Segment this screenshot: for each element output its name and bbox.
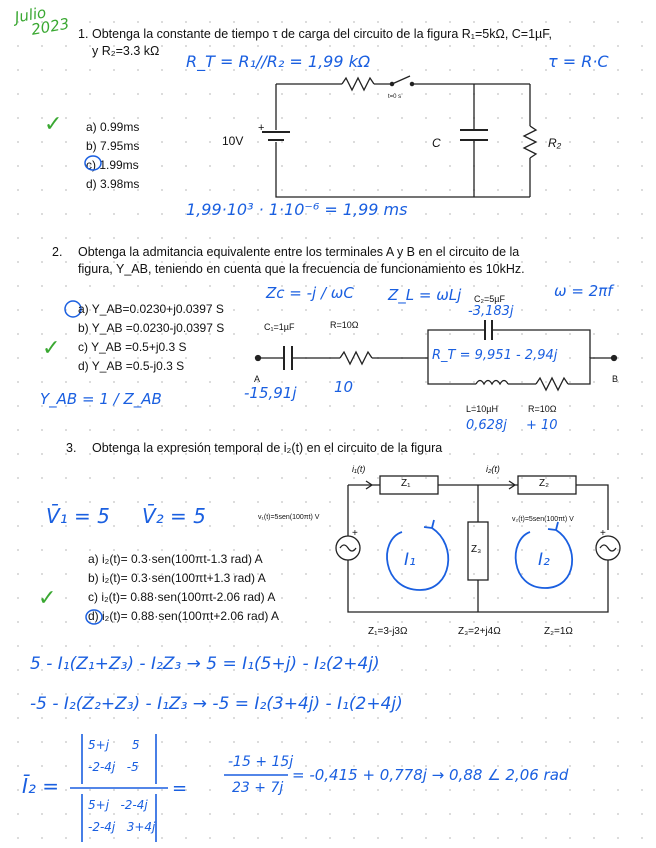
q3-note-v2: V̄₂ = 5 <box>142 504 206 528</box>
q3-note-i2: Ī₂ = <box>22 774 60 798</box>
q2-note-rt: R_T = 9,951 - 2,94j <box>432 348 558 363</box>
q3-v2-label: v₂(t)=5sen(100πt) V <box>512 516 574 523</box>
q2-option-c[interactable]: c) Y_AB =0.5+j0.3 S <box>78 340 187 354</box>
q1-switch <box>392 76 410 84</box>
q3-number: 3. <box>66 441 77 455</box>
q3-note-frac-den: 23 + 7j <box>232 780 284 796</box>
q2-statement <box>78 244 648 278</box>
q3-statement: Obtenga la expresión temporal de i₂(t) en el circuito de la figura <box>92 441 443 455</box>
q2-c1-label: C₁=1µF <box>264 322 295 332</box>
q3-z2-label: Z₂ <box>539 478 549 489</box>
q3-note-eq2: -5 - I₂(Z₂+Z₃) - I₁Z₃ → -5 = I₂(3+4j) - I₁(2+4j) <box>30 694 403 714</box>
q1-option-b[interactable]: b) 7.95ms <box>86 139 140 153</box>
q2-r2-label: R=10Ω <box>528 404 557 414</box>
q3-note-num-row1: 5+j 5 <box>88 738 140 752</box>
q2-options <box>78 300 224 376</box>
q2-check-icon: ✓ <box>42 336 61 361</box>
q2-c2-label: C₂=5µF <box>474 294 505 304</box>
q2-number: 2. <box>52 245 63 259</box>
q1-plus-sign: + <box>258 122 265 134</box>
q2-inductor <box>476 381 508 385</box>
q1-text-line1: Obtenga la constante de tiempo τ de carga del circuito de la figura R₁=5kΩ, C=1µF, <box>92 27 552 41</box>
q3-loop2-label: I₂ <box>538 550 550 570</box>
q2-note-zc: Zc = -j / ωC <box>266 284 354 302</box>
date-note-year: 2023 <box>29 14 71 39</box>
q3-z1-value: Z₁=3-j3Ω <box>368 626 408 637</box>
q2-option-d[interactable]: d) Y_AB =0.5-j0.3 S <box>78 359 185 373</box>
q2-note-omega: ω = 2πf <box>554 282 613 300</box>
q3-loop1-label: I₁ <box>404 550 416 570</box>
q2-b-label: B <box>612 374 619 384</box>
q2-note-c2val: -3,183j <box>468 304 514 319</box>
q3-note-eq1: 5 - I₁(Z₁+Z₃) - I₂Z₃ → 5 = I₁(5+j) - I₂(2+4j) <box>30 654 380 674</box>
q1-check-icon: ✓ <box>44 112 63 137</box>
q3-i1-label: i₁(t) <box>352 464 366 474</box>
q1-option-a[interactable]: a) 0.99ms <box>86 120 140 134</box>
q3-options <box>88 550 279 626</box>
q3-v2-plus: + <box>600 528 606 539</box>
q3-check-icon: ✓ <box>38 586 57 611</box>
date-note <box>14 2 71 41</box>
q1-option-d[interactable]: d) 3.98ms <box>86 177 140 191</box>
q2-l-label: L=10µH <box>466 404 498 414</box>
q1-note-tau: τ = R·C <box>548 52 609 71</box>
q1-r2-resistor <box>524 126 536 158</box>
q3-option-c[interactable]: c) i₂(t)= 0.88·sen(100πt-2.06 rad) A <box>88 590 276 604</box>
q3-source-v1 <box>336 536 360 560</box>
q3-z2-value: Z₂=1Ω <box>544 626 573 637</box>
q2-text-line1: Obtenga la admitancia equivalente entre los terminales A y B en el circuito de la <box>78 245 520 259</box>
q1-note-rt: R_T = R₁//R₂ = 1,99 kΩ <box>186 52 371 71</box>
q3-z3-label: Z₃ <box>471 544 482 555</box>
date-note-month: Julio <box>13 3 48 27</box>
q1-option-c[interactable]: c) 1.99ms <box>86 158 139 172</box>
q1-number: 1. <box>78 27 89 41</box>
q2-note-r2val: + 10 <box>526 418 558 433</box>
q1-r1-resistor <box>342 78 374 90</box>
q1-options <box>86 118 139 194</box>
q2-note-yab: Y_AB = 1 / Z_AB <box>40 390 162 408</box>
q3-z1-label: Z₁ <box>401 478 411 489</box>
q3-option-b[interactable]: b) i₂(t)= 0.3·sen(100πt+1.3 rad) A <box>88 571 266 585</box>
q3-option-a[interactable]: a) i₂(t)= 0.3·sen(100πt-1.3 rad) A <box>88 552 263 566</box>
q1-note-calc: 1,99·10³ · 1·10⁻⁶ = 1,99 ms <box>186 200 408 219</box>
q3-note-num-row2: -2-4j -5 <box>88 760 139 774</box>
q2-note-zl: Z_L = ωLj <box>388 286 462 304</box>
q3-i2-label: i₂(t) <box>486 464 500 474</box>
q2-option-a[interactable]: a) Y_AB=0.0230+j0.0397 S <box>78 302 224 316</box>
q2-text-line2: figura, Y_AB, teniendo en cuenta que la frecuencia de funcionamiento es 10kHz. <box>78 262 525 276</box>
q1-source-label: 10V <box>222 134 244 148</box>
q2-r1-resistor <box>340 352 372 364</box>
q3-note-result: = -0,415 + 0,778j → 0,88 ∠ 2,06 rad <box>292 766 569 784</box>
q3-note-frac-num: -15 + 15j <box>228 754 294 770</box>
q2-terminal-a <box>256 356 261 361</box>
q2-option-b[interactable]: b) Y_AB =0.0230-j0.0397 S <box>78 321 225 335</box>
q2-terminal-b <box>612 356 617 361</box>
q2-note-r1val: 10 <box>334 378 354 396</box>
q1-switch-label: t=0 s <box>388 94 402 100</box>
q1-r2-label: R₂ <box>548 136 562 150</box>
q1-text-line2: y R₂=3.3 kΩ <box>92 44 160 58</box>
q2-note-lval: 0,628j <box>466 418 507 433</box>
q2-r2-resistor <box>536 378 568 390</box>
q3-note-den-row2: -2-4j 3+4j <box>88 820 156 834</box>
q3-note-den-row1: 5+j -2-4j <box>88 798 148 812</box>
q3-option-d[interactable]: d) i₂(t)= 0.88·sen(100πt+2.06 rad) A <box>88 609 280 623</box>
q3-note-equals: = <box>172 778 188 799</box>
q2-note-c1val: -15,91j <box>244 384 297 402</box>
q2-a-label: A <box>254 374 261 384</box>
q3-z3-value: Z₃=2+j4Ω <box>458 626 501 637</box>
q1-cap-label: C <box>432 136 441 150</box>
q3-source-v2 <box>596 536 620 560</box>
q2-r1-label: R=10Ω <box>330 320 359 330</box>
q3-v1-plus: + <box>352 528 358 539</box>
q3-note-v1: V̄₁ = 5 <box>46 504 110 528</box>
q3-v1-label: v₁(t)=5sen(100πt) V <box>258 514 320 521</box>
